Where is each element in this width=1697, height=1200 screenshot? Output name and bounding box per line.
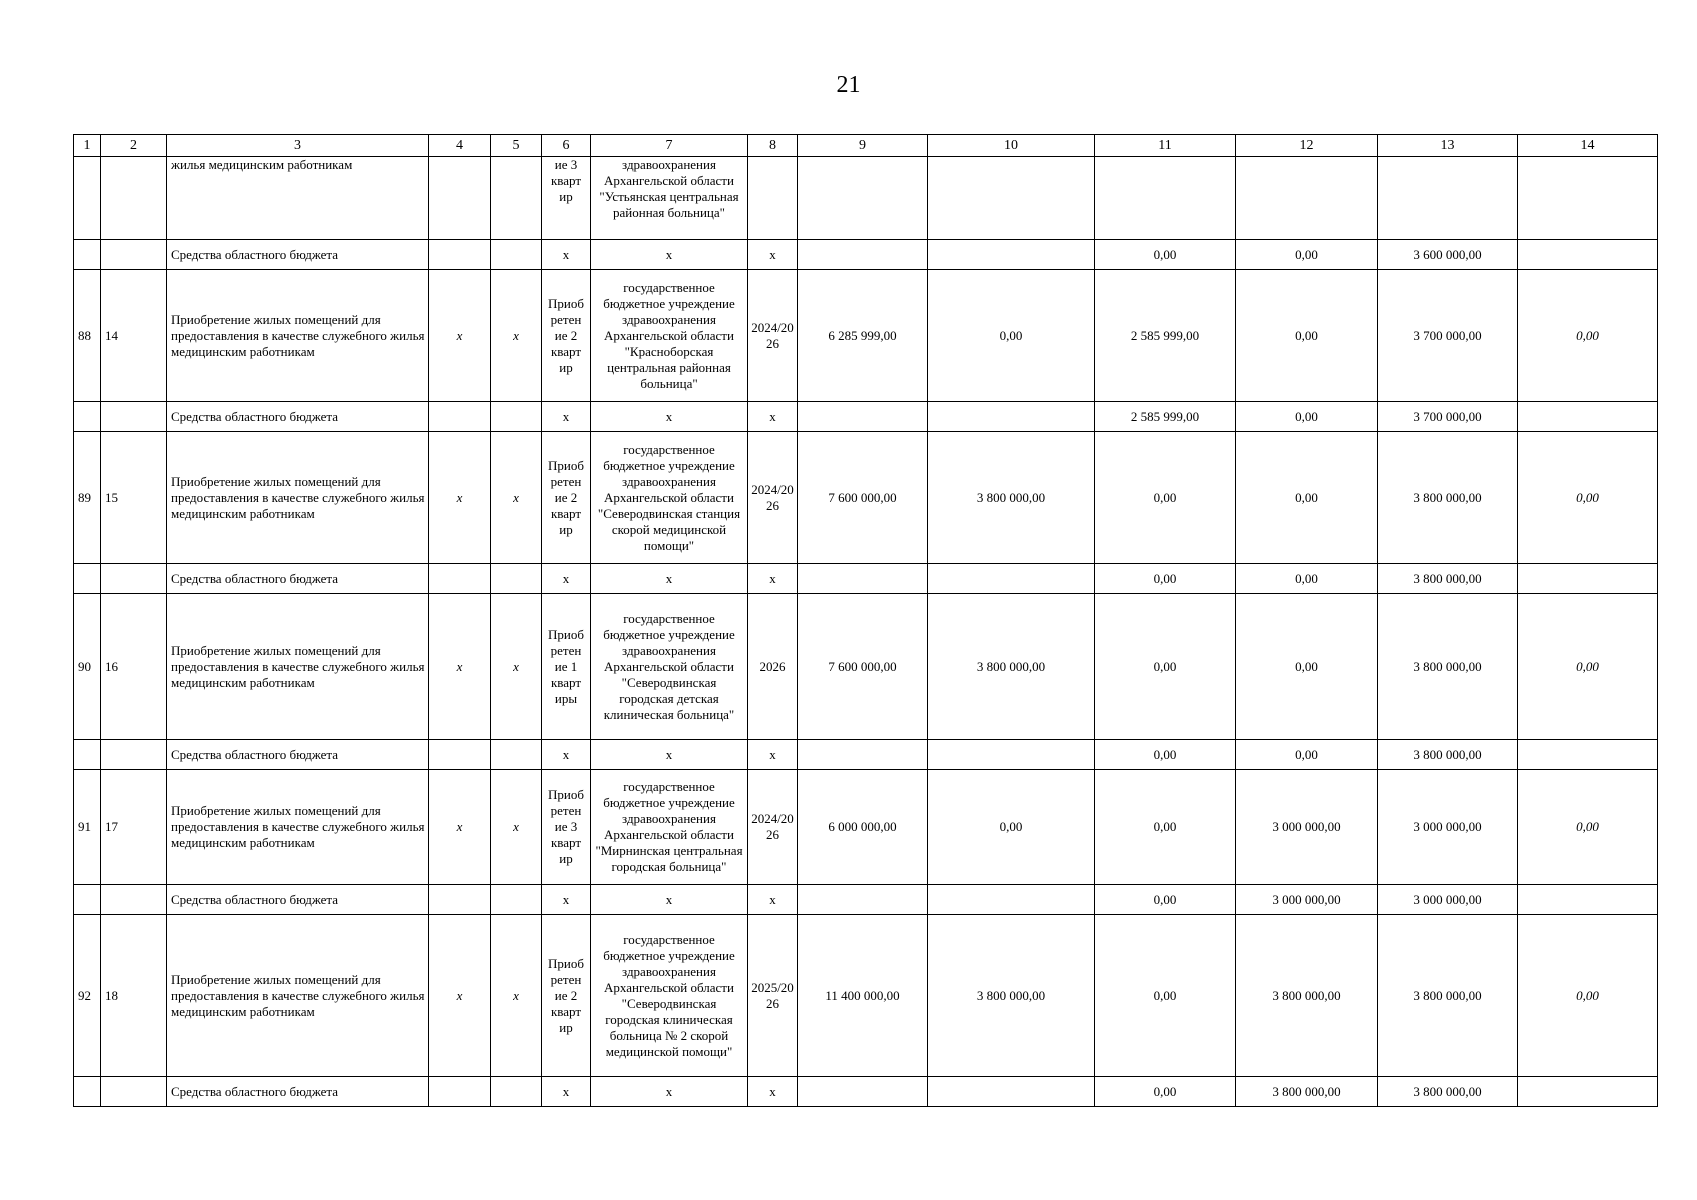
c14: 0,00 (1518, 432, 1658, 564)
budget-row (74, 1077, 1658, 1107)
column-number-row (74, 135, 1658, 157)
column-number: 14 (1518, 135, 1658, 157)
column-number: 5 (491, 135, 542, 157)
c11: 0,00 (1095, 770, 1236, 885)
column-number: 3 (167, 135, 429, 157)
budget-c13: 3 800 000,00 (1378, 564, 1518, 594)
column-number: 7 (591, 135, 748, 157)
c5: х (491, 915, 542, 1077)
c14: 0,00 (1518, 915, 1658, 1077)
item-executor: здравоохранения Архангельской области "Устьянская центральная районная больница" (591, 157, 748, 240)
c10: 3 800 000,00 (928, 594, 1095, 740)
c11: 0,00 (1095, 594, 1236, 740)
c9: 11 400 000,00 (798, 915, 928, 1077)
x-mark: х (748, 402, 798, 432)
column-number: 2 (101, 135, 167, 157)
c13: 3 000 000,00 (1378, 770, 1518, 885)
c13: 3 800 000,00 (1378, 432, 1518, 564)
budget-c12: 0,00 (1236, 402, 1378, 432)
budget-c12: 0,00 (1236, 740, 1378, 770)
c5: х (491, 594, 542, 740)
c4: х (429, 270, 491, 402)
budget-c11: 0,00 (1095, 240, 1236, 270)
item-executor: государственное бюджетное учреждение здравоохранения Архангельской области "Северодвинская станция скорой медицинской помощи" (591, 432, 748, 564)
budget-row (74, 885, 1658, 915)
budget-row (74, 402, 1658, 432)
item-years: 2024/20 26 (748, 432, 798, 564)
c4: х (429, 770, 491, 885)
item-period: Приоб ретен ие 1 кварт иры (542, 594, 591, 740)
column-number: 4 (429, 135, 491, 157)
budget-c11: 0,00 (1095, 1077, 1236, 1107)
budget-c11: 0,00 (1095, 885, 1236, 915)
row-subnumber: 18 (101, 915, 167, 1077)
c12: 0,00 (1236, 432, 1378, 564)
column-number: 12 (1236, 135, 1378, 157)
c9: 7 600 000,00 (798, 594, 928, 740)
c4: х (429, 915, 491, 1077)
budget-table (73, 134, 1658, 1107)
budget-c12: 0,00 (1236, 564, 1378, 594)
row-subnumber: 15 (101, 432, 167, 564)
x-mark: х (542, 240, 591, 270)
x-mark: х (748, 564, 798, 594)
budget-c13: 3 800 000,00 (1378, 740, 1518, 770)
c13: 3 800 000,00 (1378, 915, 1518, 1077)
table-row (74, 770, 1658, 885)
column-number: 6 (542, 135, 591, 157)
budget-label: Средства областного бюджета (167, 1077, 429, 1107)
item-period: ие 3 кварт ир (542, 157, 591, 240)
item-executor: государственное бюджетное учреждение здравоохранения Архангельской области "Красноборская центральная районная больница" (591, 270, 748, 402)
item-executor: государственное бюджетное учреждение здравоохранения Архангельской области "Северодвинская городская детская клиническая больница" (591, 594, 748, 740)
item-executor: государственное бюджетное учреждение здравоохранения Архангельской области "Северодвинская городская клиническая больница № 2 скорой медицинской помощи" (591, 915, 748, 1077)
x-mark: х (748, 240, 798, 270)
budget-row (74, 564, 1658, 594)
column-number: 10 (928, 135, 1095, 157)
c13: 3 800 000,00 (1378, 594, 1518, 740)
c10: 0,00 (928, 770, 1095, 885)
x-mark: х (591, 564, 748, 594)
budget-label: Средства областного бюджета (167, 240, 429, 270)
row-subnumber: 17 (101, 770, 167, 885)
item-name: Приобретение жилых помещений для предоставления в качестве служебного жилья медицинским работникам (167, 915, 429, 1077)
budget-label: Средства областного бюджета (167, 564, 429, 594)
c10: 0,00 (928, 270, 1095, 402)
budget-c11: 2 585 999,00 (1095, 402, 1236, 432)
budget-label: Средства областного бюджета (167, 402, 429, 432)
column-number: 8 (748, 135, 798, 157)
budget-label: Средства областного бюджета (167, 885, 429, 915)
x-mark: х (591, 740, 748, 770)
c11: 0,00 (1095, 915, 1236, 1077)
c11: 2 585 999,00 (1095, 270, 1236, 402)
c12: 3 800 000,00 (1236, 915, 1378, 1077)
item-years: 2025/20 26 (748, 915, 798, 1077)
continuation-row (74, 157, 1658, 240)
budget-c12: 3 000 000,00 (1236, 885, 1378, 915)
column-number: 11 (1095, 135, 1236, 157)
row-number: 91 (74, 770, 101, 885)
x-mark: х (542, 564, 591, 594)
x-mark: х (748, 1077, 798, 1107)
budget-c12: 0,00 (1236, 240, 1378, 270)
item-name: Приобретение жилых помещений для предоставления в качестве служебного жилья медицинским работникам (167, 432, 429, 564)
c13: 3 700 000,00 (1378, 270, 1518, 402)
budget-c13: 3 600 000,00 (1378, 240, 1518, 270)
row-subnumber: 14 (101, 270, 167, 402)
row-number: 89 (74, 432, 101, 564)
c10: 3 800 000,00 (928, 915, 1095, 1077)
x-mark: х (591, 402, 748, 432)
x-mark: х (542, 1077, 591, 1107)
item-period: Приоб ретен ие 2 кварт ир (542, 270, 591, 402)
item-period: Приоб ретен ие 3 кварт ир (542, 770, 591, 885)
budget-c13: 3 700 000,00 (1378, 402, 1518, 432)
budget-label: Средства областного бюджета (167, 740, 429, 770)
budget-c11: 0,00 (1095, 564, 1236, 594)
c9: 7 600 000,00 (798, 432, 928, 564)
row-number: 88 (74, 270, 101, 402)
x-mark: х (591, 240, 748, 270)
c5: х (491, 270, 542, 402)
table-row (74, 432, 1658, 564)
item-name: жилья медицинским работникам (167, 157, 429, 240)
c14: 0,00 (1518, 270, 1658, 402)
row-number: 90 (74, 594, 101, 740)
item-period: Приоб ретен ие 2 кварт ир (542, 432, 591, 564)
column-number: 13 (1378, 135, 1518, 157)
c14: 0,00 (1518, 770, 1658, 885)
budget-c13: 3 800 000,00 (1378, 1077, 1518, 1107)
c4: х (429, 432, 491, 564)
item-period: Приоб ретен ие 2 кварт ир (542, 915, 591, 1077)
item-name: Приобретение жилых помещений для предоставления в качестве служебного жилья медицинским работникам (167, 770, 429, 885)
column-number: 1 (74, 135, 101, 157)
row-number: 92 (74, 915, 101, 1077)
c10: 3 800 000,00 (928, 432, 1095, 564)
table-row (74, 270, 1658, 402)
x-mark: х (542, 402, 591, 432)
c12: 3 000 000,00 (1236, 770, 1378, 885)
x-mark: х (591, 885, 748, 915)
budget-row (74, 240, 1658, 270)
item-years: 2026 (748, 594, 798, 740)
c9: 6 285 999,00 (798, 270, 928, 402)
x-mark: х (542, 740, 591, 770)
x-mark: х (748, 885, 798, 915)
column-number: 9 (798, 135, 928, 157)
x-mark: х (748, 740, 798, 770)
c14: 0,00 (1518, 594, 1658, 740)
item-years: 2024/20 26 (748, 770, 798, 885)
c5: х (491, 770, 542, 885)
budget-c11: 0,00 (1095, 740, 1236, 770)
item-years: 2024/20 26 (748, 270, 798, 402)
item-executor: государственное бюджетное учреждение здравоохранения Архангельской области "Мирнинская центральная городская больница" (591, 770, 748, 885)
budget-c13: 3 000 000,00 (1378, 885, 1518, 915)
row-subnumber: 16 (101, 594, 167, 740)
table-row (74, 915, 1658, 1077)
c12: 0,00 (1236, 594, 1378, 740)
budget-row (74, 740, 1658, 770)
x-mark: х (591, 1077, 748, 1107)
c5: х (491, 432, 542, 564)
x-mark: х (542, 885, 591, 915)
c12: 0,00 (1236, 270, 1378, 402)
item-name: Приобретение жилых помещений для предоставления в качестве служебного жилья медицинским работникам (167, 270, 429, 402)
page-number: 21 (836, 72, 861, 98)
table-row (74, 594, 1658, 740)
c11: 0,00 (1095, 432, 1236, 564)
c4: х (429, 594, 491, 740)
budget-c12: 3 800 000,00 (1236, 1077, 1378, 1107)
item-name: Приобретение жилых помещений для предоставления в качестве служебного жилья медицинским работникам (167, 594, 429, 740)
c9: 6 000 000,00 (798, 770, 928, 885)
